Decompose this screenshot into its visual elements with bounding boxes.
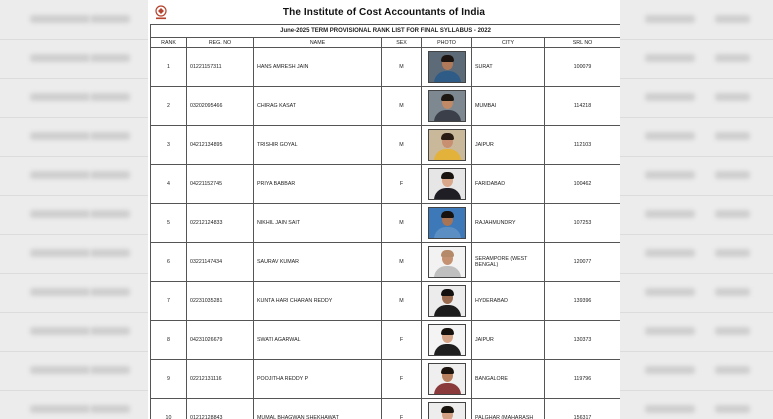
photo-hair bbox=[441, 367, 454, 374]
blurred-row bbox=[0, 273, 148, 313]
candidate-photo bbox=[428, 129, 466, 161]
blurred-row bbox=[0, 195, 148, 235]
photo-shoulders bbox=[434, 188, 461, 200]
blurred-text bbox=[715, 132, 750, 140]
sex-cell: F bbox=[382, 321, 422, 360]
column-header: SEX bbox=[382, 38, 422, 48]
blurred-text bbox=[90, 288, 130, 296]
blurred-row bbox=[0, 351, 148, 391]
photo-shoulders bbox=[434, 71, 461, 83]
city-cell: SERAMPORE (WEST BENGAL) bbox=[472, 243, 545, 282]
rank-cell: 1 bbox=[151, 48, 187, 87]
blurred-text bbox=[645, 249, 695, 257]
blurred-row bbox=[0, 234, 148, 274]
photo-cell bbox=[422, 399, 472, 419]
sex-cell: M bbox=[382, 87, 422, 126]
city-cell: HYDERABAD bbox=[472, 282, 545, 321]
column-header: CITY bbox=[472, 38, 545, 48]
name-cell: POOJITHA REDDY P bbox=[254, 360, 382, 399]
blurred-text bbox=[30, 327, 90, 335]
title-row bbox=[148, 0, 620, 26]
blurred-row bbox=[0, 117, 148, 157]
name-cell: KUNTA HARI CHARAN REDDY bbox=[254, 282, 382, 321]
blurred-text bbox=[90, 249, 130, 257]
blurred-text bbox=[30, 132, 90, 140]
photo-hair bbox=[441, 406, 454, 413]
blurred-background-right bbox=[620, 0, 773, 419]
candidate-photo bbox=[428, 363, 466, 395]
blurred-row bbox=[620, 117, 773, 157]
sex-cell: F bbox=[382, 165, 422, 204]
rank-list-sheet bbox=[148, 0, 620, 419]
city-cell: FARIDABAD bbox=[472, 165, 545, 204]
table-row bbox=[151, 321, 621, 360]
srl-no-cell: 119796 bbox=[545, 360, 621, 399]
blurred-text bbox=[715, 15, 750, 23]
column-header-row bbox=[151, 38, 621, 48]
photo-cell bbox=[422, 282, 472, 321]
list-title: June-2025 TERM PROVISIONAL RANK LIST FOR FINAL SYLLABUS - 2022 bbox=[151, 25, 621, 38]
blurred-text bbox=[715, 405, 750, 413]
photo-hair bbox=[441, 328, 454, 335]
table-row bbox=[151, 399, 621, 419]
photo-shoulders bbox=[434, 344, 461, 356]
sex-cell: M bbox=[382, 243, 422, 282]
city-cell: JAIPUR bbox=[472, 126, 545, 165]
photo-shoulders bbox=[434, 383, 461, 395]
reg-no-cell: 03202095466 bbox=[187, 87, 254, 126]
blurred-text bbox=[645, 15, 695, 23]
rank-cell: 4 bbox=[151, 165, 187, 204]
blurred-text bbox=[645, 54, 695, 62]
blurred-text bbox=[645, 132, 695, 140]
photo-hair bbox=[441, 55, 454, 62]
column-header: PHOTO bbox=[422, 38, 472, 48]
sex-cell: M bbox=[382, 204, 422, 243]
srl-no-cell: 156317 bbox=[545, 399, 621, 419]
photo-hair bbox=[441, 211, 454, 218]
name-cell: PRIYA BABBAR bbox=[254, 165, 382, 204]
candidate-photo bbox=[428, 402, 466, 419]
photo-hair bbox=[441, 250, 454, 257]
blurred-row bbox=[620, 312, 773, 352]
photo-cell bbox=[422, 87, 472, 126]
sex-cell: M bbox=[382, 282, 422, 321]
photo-shoulders bbox=[434, 149, 461, 161]
blurred-text bbox=[30, 171, 90, 179]
reg-no-cell: 02212131116 bbox=[187, 360, 254, 399]
candidate-photo bbox=[428, 285, 466, 317]
blurred-background-left bbox=[0, 0, 148, 419]
rank-rows bbox=[151, 48, 621, 419]
name-cell: HANS AMRESH JAIN bbox=[254, 48, 382, 87]
blurred-row bbox=[620, 351, 773, 391]
rank-table bbox=[150, 24, 620, 419]
blurred-text bbox=[715, 249, 750, 257]
reg-no-cell: 01212128843 bbox=[187, 399, 254, 419]
org-title: The Institute of Cost Accountants of India bbox=[282, 7, 486, 18]
candidate-photo bbox=[428, 246, 466, 278]
blurred-text bbox=[30, 249, 90, 257]
srl-no-cell: 100462 bbox=[545, 165, 621, 204]
rank-cell: 10 bbox=[151, 399, 187, 419]
name-cell: CHIRAG KASAT bbox=[254, 87, 382, 126]
photo-hair bbox=[441, 133, 454, 140]
table-row bbox=[151, 282, 621, 321]
photo-cell bbox=[422, 243, 472, 282]
blurred-text bbox=[645, 93, 695, 101]
sex-cell: M bbox=[382, 126, 422, 165]
table-row bbox=[151, 87, 621, 126]
name-cell: NIKHIL JAIN SAIT bbox=[254, 204, 382, 243]
rank-cell: 7 bbox=[151, 282, 187, 321]
blurred-row bbox=[620, 195, 773, 235]
blurred-row bbox=[0, 390, 148, 419]
blurred-row bbox=[620, 78, 773, 118]
blurred-row bbox=[0, 156, 148, 196]
photo-cell bbox=[422, 204, 472, 243]
candidate-photo bbox=[428, 51, 466, 83]
candidate-photo bbox=[428, 324, 466, 356]
reg-no-cell: 03221147434 bbox=[187, 243, 254, 282]
photo-cell bbox=[422, 360, 472, 399]
blurred-text bbox=[715, 210, 750, 218]
srl-no-cell: 139396 bbox=[545, 282, 621, 321]
blurred-row bbox=[620, 390, 773, 419]
table-row bbox=[151, 204, 621, 243]
reg-no-cell: 04221152745 bbox=[187, 165, 254, 204]
blurred-row bbox=[0, 39, 148, 79]
blurred-text bbox=[90, 327, 130, 335]
blurred-text bbox=[645, 210, 695, 218]
blurred-text bbox=[645, 327, 695, 335]
srl-no-cell: 120077 bbox=[545, 243, 621, 282]
city-cell: BANGALORE bbox=[472, 360, 545, 399]
blurred-row bbox=[620, 273, 773, 313]
rank-cell: 9 bbox=[151, 360, 187, 399]
rank-cell: 6 bbox=[151, 243, 187, 282]
column-header: NAME bbox=[254, 38, 382, 48]
sex-cell: F bbox=[382, 399, 422, 419]
srl-no-cell: 100079 bbox=[545, 48, 621, 87]
photo-shoulders bbox=[434, 305, 461, 317]
table-row bbox=[151, 48, 621, 87]
photo-cell bbox=[422, 321, 472, 360]
photo-hair bbox=[441, 172, 454, 179]
column-header: RANK bbox=[151, 38, 187, 48]
photo-hair bbox=[441, 94, 454, 101]
candidate-photo bbox=[428, 168, 466, 200]
reg-no-cell: 04212134895 bbox=[187, 126, 254, 165]
table-row bbox=[151, 360, 621, 399]
photo-shoulders bbox=[434, 266, 461, 278]
table-row bbox=[151, 165, 621, 204]
blurred-text bbox=[645, 288, 695, 296]
blurred-text bbox=[645, 171, 695, 179]
table-row bbox=[151, 243, 621, 282]
table-row bbox=[151, 126, 621, 165]
column-header: SRL NO bbox=[545, 38, 621, 48]
city-cell: SURAT bbox=[472, 48, 545, 87]
rank-cell: 8 bbox=[151, 321, 187, 360]
photo-shoulders bbox=[434, 227, 461, 239]
blurred-text bbox=[90, 366, 130, 374]
blurred-row bbox=[0, 312, 148, 352]
blurred-text bbox=[90, 54, 130, 62]
reg-no-cell: 04231026679 bbox=[187, 321, 254, 360]
sex-cell: F bbox=[382, 360, 422, 399]
blurred-text bbox=[30, 93, 90, 101]
blurred-text bbox=[715, 171, 750, 179]
photo-cell bbox=[422, 165, 472, 204]
blurred-text bbox=[90, 405, 130, 413]
city-cell: PALGHAR (MAHARASH bbox=[472, 399, 545, 419]
blurred-row bbox=[0, 78, 148, 118]
blurred-text bbox=[715, 54, 750, 62]
candidate-photo bbox=[428, 207, 466, 239]
srl-no-cell: 107253 bbox=[545, 204, 621, 243]
blurred-text bbox=[30, 54, 90, 62]
name-cell: SWATI AGARWAL bbox=[254, 321, 382, 360]
candidate-photo bbox=[428, 90, 466, 122]
rank-cell: 3 bbox=[151, 126, 187, 165]
blurred-text bbox=[715, 288, 750, 296]
city-cell: RAJAHMUNDRY bbox=[472, 204, 545, 243]
rank-cell: 5 bbox=[151, 204, 187, 243]
blurred-text bbox=[30, 210, 90, 218]
rank-cell: 2 bbox=[151, 87, 187, 126]
photo-hair bbox=[441, 289, 454, 296]
blurred-text bbox=[90, 210, 130, 218]
srl-no-cell: 114218 bbox=[545, 87, 621, 126]
blurred-text bbox=[715, 366, 750, 374]
srl-no-cell: 112103 bbox=[545, 126, 621, 165]
blurred-text bbox=[90, 15, 130, 23]
blurred-row bbox=[620, 156, 773, 196]
srl-no-cell: 130373 bbox=[545, 321, 621, 360]
blurred-text bbox=[90, 93, 130, 101]
blurred-text bbox=[645, 366, 695, 374]
blurred-text bbox=[30, 15, 90, 23]
name-cell: SAURAV KUMAR bbox=[254, 243, 382, 282]
blurred-text bbox=[30, 288, 90, 296]
name-cell: TRISHIR GOYAL bbox=[254, 126, 382, 165]
reg-no-cell: 01221157311 bbox=[187, 48, 254, 87]
blurred-text bbox=[30, 405, 90, 413]
blurred-row bbox=[0, 0, 148, 40]
blurred-text bbox=[30, 366, 90, 374]
blurred-text bbox=[90, 171, 130, 179]
blurred-row bbox=[620, 0, 773, 40]
blurred-text bbox=[90, 132, 130, 140]
sex-cell: M bbox=[382, 48, 422, 87]
photo-cell bbox=[422, 48, 472, 87]
photo-cell bbox=[422, 126, 472, 165]
name-cell: MUMAL BHAGWAN SHEKHAWAT bbox=[254, 399, 382, 419]
column-header: REG. NO bbox=[187, 38, 254, 48]
city-cell: MUMBAI bbox=[472, 87, 545, 126]
blurred-text bbox=[645, 405, 695, 413]
reg-no-cell: 02231035281 bbox=[187, 282, 254, 321]
blurred-text bbox=[715, 327, 750, 335]
reg-no-cell: 02212124833 bbox=[187, 204, 254, 243]
blurred-row bbox=[620, 39, 773, 79]
city-cell: JAIPUR bbox=[472, 321, 545, 360]
photo-shoulders bbox=[434, 110, 461, 122]
blurred-text bbox=[715, 93, 750, 101]
blurred-row bbox=[620, 234, 773, 274]
